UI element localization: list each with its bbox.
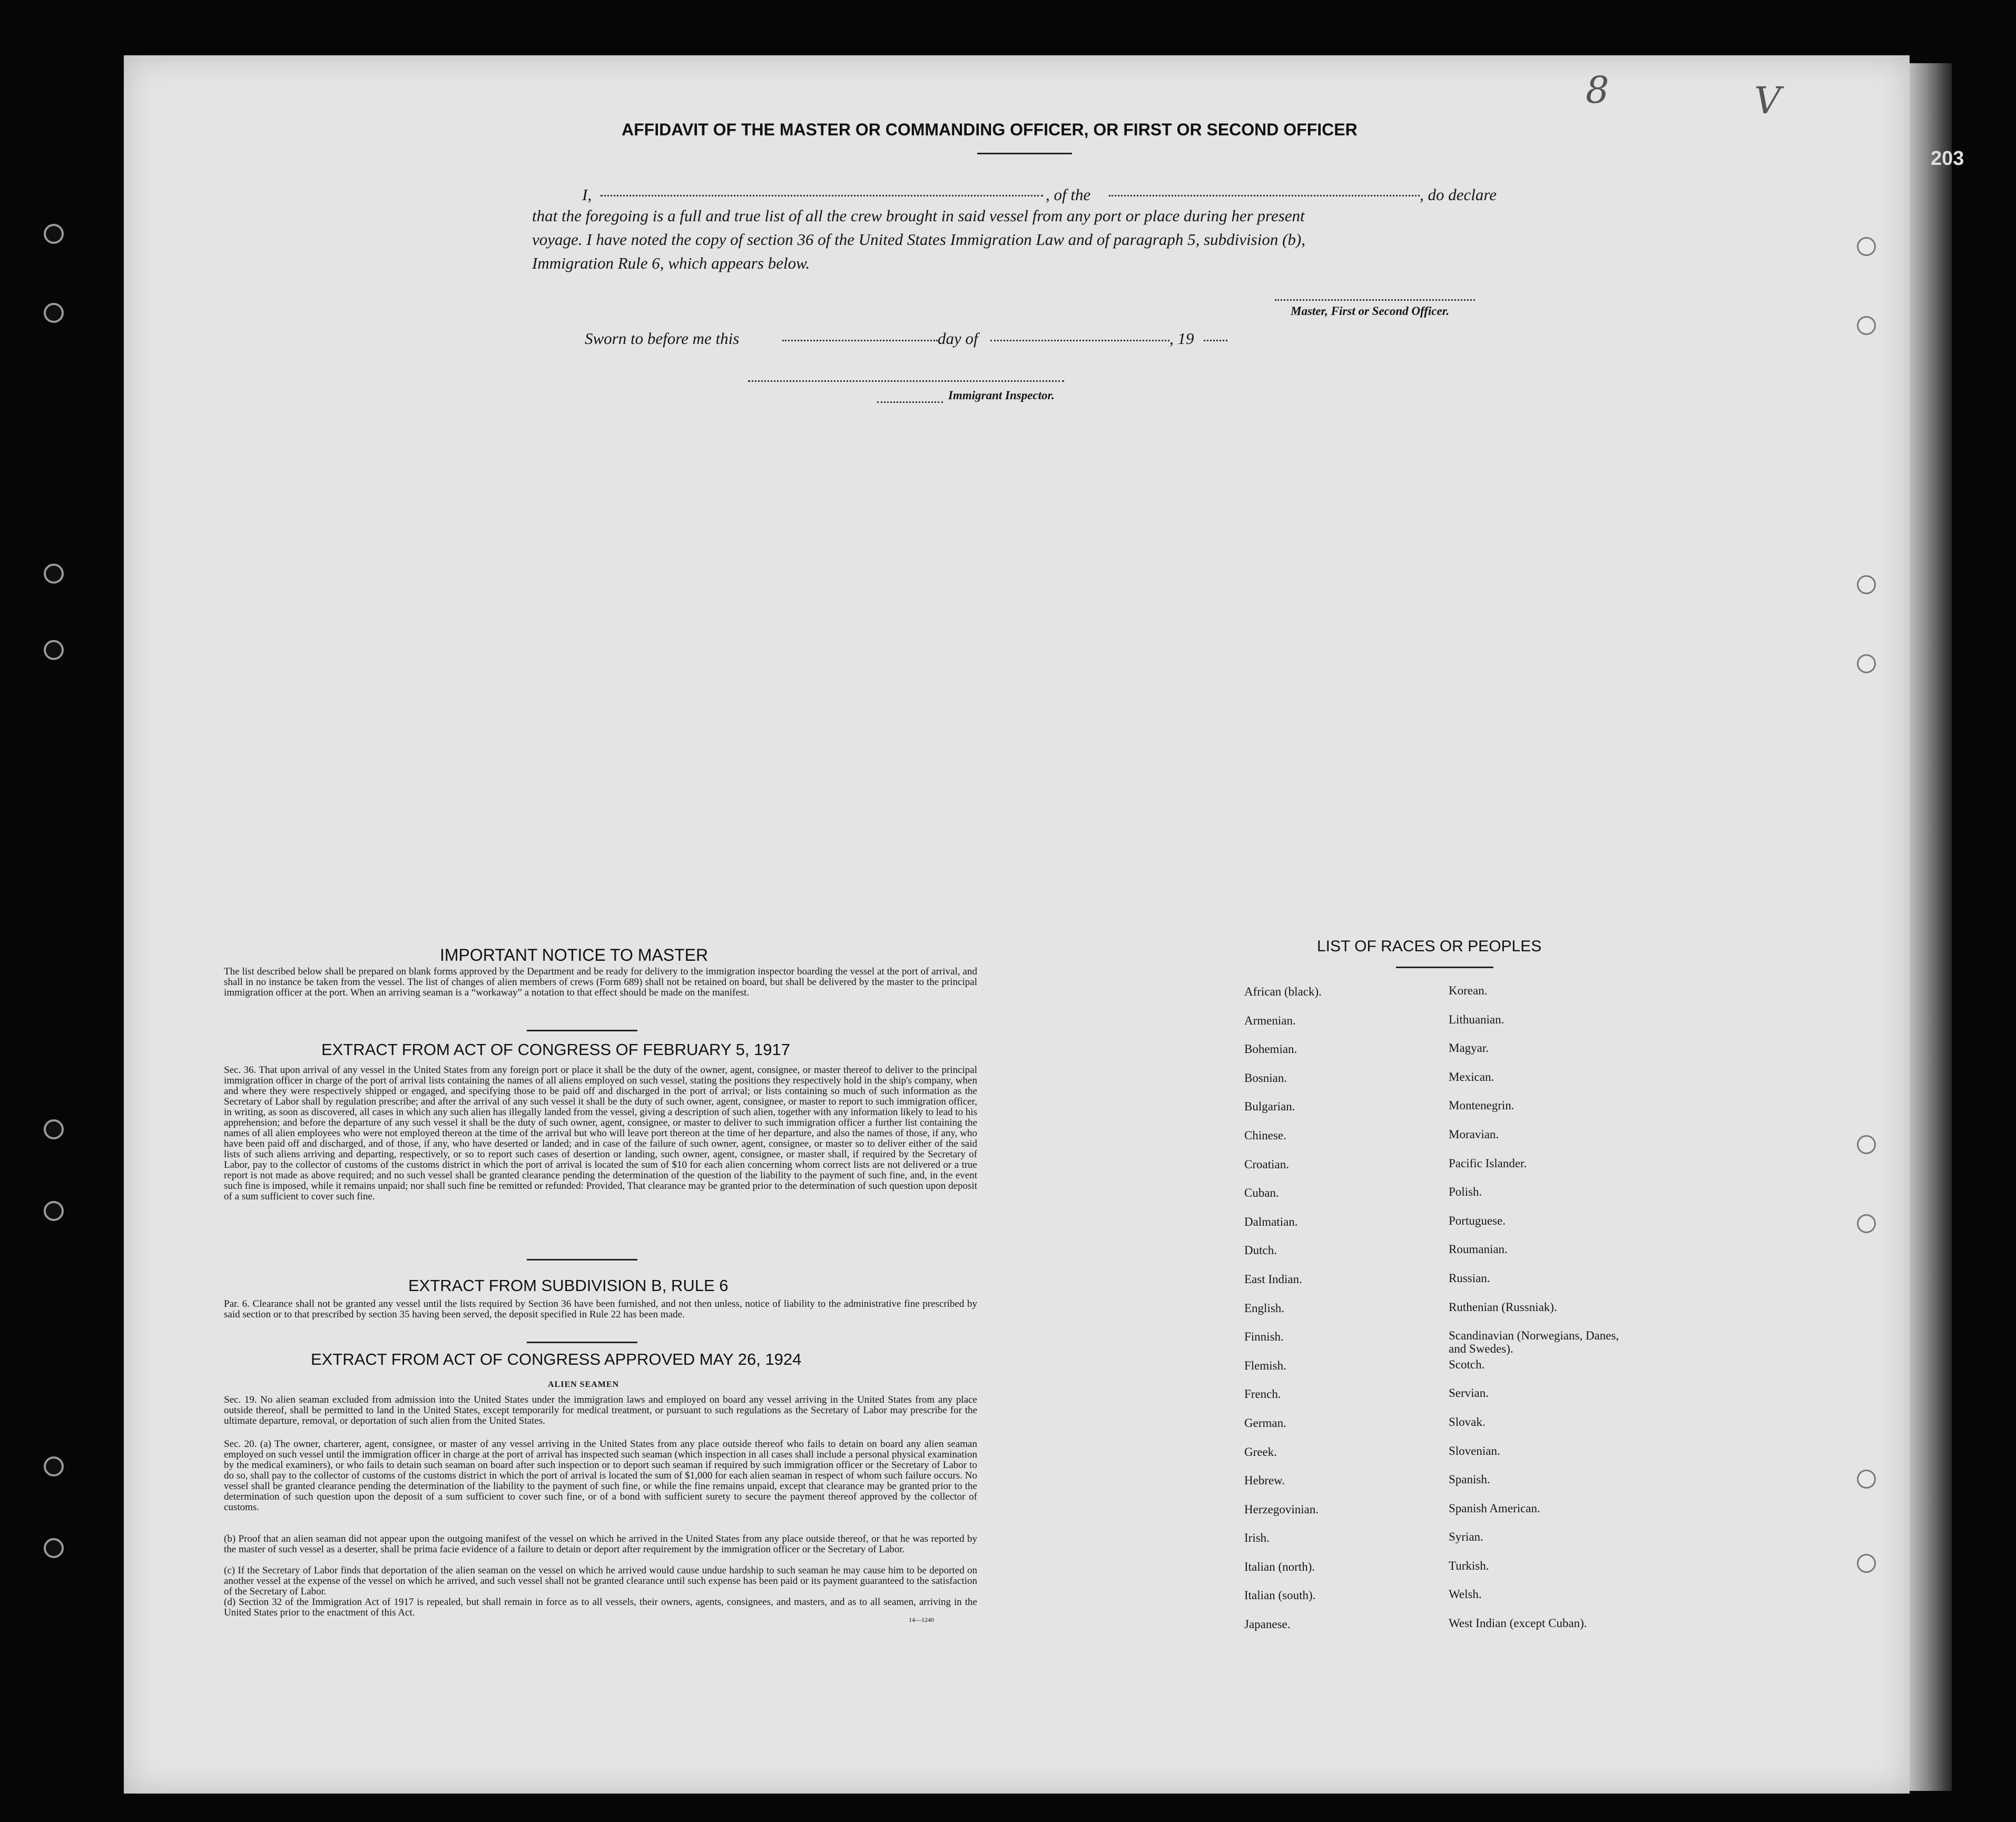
races-title: LIST OF RACES OR PEOPLES (1317, 938, 1542, 955)
divider (527, 1342, 637, 1343)
race-item-left: Dalmatian. (1244, 1215, 1298, 1228)
affidavit-title: AFFIDAVIT OF THE MASTER OR COMMANDING OFFICER, OR FIRST OR SECOND OFFICER (622, 120, 1358, 139)
race-item-right: Roumanian. (1449, 1243, 1508, 1256)
race-item-left: Cuban. (1244, 1186, 1279, 1200)
pencil-mark-8: 8 (1586, 68, 1609, 112)
affidavit-of-the-label: , of the (1046, 185, 1091, 204)
year-label: , 19 (1169, 329, 1194, 348)
divider (1396, 967, 1493, 968)
race-item-left: Bohemian. (1244, 1042, 1297, 1056)
race-item-left: African (black). (1244, 985, 1322, 998)
race-item-left: Bulgarian. (1244, 1100, 1295, 1114)
sworn-label: Sworn to before me this (585, 329, 740, 348)
punch-hole-icon (1857, 1214, 1876, 1233)
race-item-left: Armenian. (1244, 1013, 1296, 1027)
inspector-caption: Immigrant Inspector. (948, 389, 1055, 402)
pencil-mark-v: V (1754, 79, 1781, 122)
inspector-leader (877, 401, 943, 403)
race-item-right: Polish. (1449, 1185, 1482, 1199)
punch-hole-icon (1857, 1470, 1876, 1489)
punch-hole-icon (44, 1119, 64, 1139)
year-blank[interactable] (1204, 340, 1227, 341)
race-item-left: Irish. (1244, 1531, 1270, 1545)
races-left-column (1244, 985, 1444, 1647)
extract-rule6-text: Par. 6. Clearance shall not be granted any vessel until the lists required by Section 36 have been furnished, and not then unless, notice of liability to the administrative fine prescribed by said section or to that prescribed by section 35 having been served, the deposit specified in Rule 22 has been made. (224, 1298, 977, 1320)
race-item-left: Finnish. (1244, 1330, 1284, 1344)
race-item-right: Welsh. (1449, 1588, 1482, 1601)
affidavit-do-declare: , do declare (1420, 185, 1497, 204)
extract-1924-sec19: Sec. 19. No alien seaman excluded from admission into the United States under the immigration laws and employed on board any vessel arriving in the United States from any place outside thereof, shall be permitted to land in the United States, except temporarily for medical treatment, or pursuant to such regulations as the Secretary of Labor may prescribe for the ultimate departure, removal, or deportation of such alien from the United States. (224, 1394, 977, 1426)
race-item-right: Slovak. (1449, 1415, 1486, 1429)
page-number: 203 (1931, 147, 1964, 170)
race-item-right: Lithuanian. (1449, 1012, 1504, 1026)
race-item-right: Servian. (1449, 1386, 1489, 1400)
race-item-right: Scotch. (1449, 1357, 1485, 1371)
race-item-right: Mexican. (1449, 1070, 1494, 1084)
form-number: 14—1240 (909, 1616, 934, 1623)
extract-1924-title: EXTRACT FROM ACT OF CONGRESS APPROVED MAY 26, 1924 (311, 1350, 802, 1368)
affidavit-line-3: voyage. I have noted the copy of section 36 of the United States Immigration Law and of paragraph 5, subdivision (b), (532, 230, 1305, 249)
extract-1924-sec20d: (d) Section 32 of the Immigration Act of 1917 is repealed, but shall remain in force as to all vessels, their owners, agents, consignees, and masters, and as to all seamen, arriving in the United States prior to the enactment of this Act. (224, 1597, 977, 1618)
race-item-left: English. (1244, 1301, 1285, 1315)
race-item-right: Turkish. (1449, 1559, 1489, 1572)
divider (527, 1030, 637, 1031)
punch-hole-icon (1857, 237, 1876, 256)
divider (527, 1259, 637, 1260)
name-blank[interactable] (601, 195, 1043, 196)
vessel-blank[interactable] (1109, 195, 1420, 196)
race-item-left: French. (1244, 1387, 1281, 1401)
extract-rule6-title: EXTRACT FROM SUBDIVISION B, RULE 6 (408, 1276, 729, 1295)
race-item-left: Italian (south). (1244, 1589, 1316, 1602)
punch-hole-icon (44, 303, 64, 323)
notice-text: The list described below shall be prepared on blank forms approved by the Department and be ready for delivery to the immigration inspector boarding the vessel at the port of arrival, and shall in no instance be taken from the vessel. The list of changes of alien members of crews (Form 689) shall not be retained on board, but shall be delivered by the master to the principal immigration officer at the port. When an arriving seaman is a “workaway” a notation to that effect should be made on the manifest. (224, 966, 977, 998)
alien-seamen-subtitle: ALIEN SEAMEN (548, 1380, 619, 1389)
punch-hole-icon (44, 1456, 64, 1476)
race-item-right: Syrian. (1449, 1530, 1483, 1544)
race-item-left: Hebrew. (1244, 1474, 1285, 1488)
affidavit-i-label: I, (582, 185, 592, 204)
extract-1917-text: Sec. 36. That upon arrival of any vessel in the United States from any foreign port or place it shall be the duty of the owner, agent, consignee, or master thereof to deliver to the principal immigration officer in charge of the port of arrival lists containing the names of all aliens employed on such vessel, stating the positions they respectively hold in the ship's company, when and where they were respectively shipped or engaged, and specifying those to be paid off and discharged in the port of arrival; or lists containing so much of such information as the Secretary of Labor shall by regulation prescribe; and after the arrival of any such vessel it shall be the duty of such owner, agent, consignee, or master to report to such immigration officer, in writing, as soon as discovered, all cases in which any such alien has illegally landed from the vessel, giving a description of such alien, together with any information likely to lead to his apprehension; and before the departure of any such vessel it shall be the duty of such owner, agent, consignee, or master to deliver to such immigration officer a further list containing the names of all alien employees who were not employed thereon at the time of the arrival but who will leave port thereon at the time of her departure, and also the names of those, if any, who have been paid off and discharged, and of those, if any, who have deserted or landed; and in case of the failure of such owner, agent, consignee, or master so to deliver either of the said lists of such aliens arriving and departing, respectively, or so to report such cases of desertion or landing, such owner, agent, consignee, or master shall, if required by the Secretary of Labor, pay to the collector of customs of the customs district in which the port of arrival is located the sum of $10 for each alien concerning whom correct lists are not delivered or a true report is not made as above required; and no such vessel shall be granted clearance pending the determination of the question of the liability to the payment of such fine, and, in the event such fine is imposed, while it remains unpaid; nor shall such fine be remitted or refunded: Provided, That clearance may be granted prior to the determination of such question upon deposit of a sum sufficient to cover such fine. (224, 1065, 977, 1202)
race-item-right: Scandinavian (Norwegians, Danes, and Swedes). (1449, 1329, 1619, 1356)
punch-hole-icon (1857, 654, 1876, 673)
signature-caption: Master, First or Second Officer. (1291, 304, 1450, 318)
race-item-right: Magyar. (1449, 1041, 1489, 1055)
sheet-edge (1910, 63, 1952, 1791)
master-signature-blank[interactable] (1275, 299, 1475, 301)
punch-hole-icon (1857, 575, 1876, 594)
day-of-label: day of (938, 329, 978, 348)
punch-hole-icon (44, 1201, 64, 1221)
race-item-right: Spanish. (1449, 1473, 1490, 1486)
extract-1924-sec20b: (b) Proof that an alien seaman did not appear upon the outgoing manifest of the vessel on which he arrived in the United States from any place outside thereof, or that he was reported by the master of such vessel as a deserter, shall be prima facie evidence of a failure to detain or deport after requirement by the immigration officer or the Secretary of Labor. (224, 1533, 977, 1555)
race-item-left: Herzegovinian. (1244, 1502, 1319, 1516)
race-item-right: West Indian (except Cuban). (1449, 1617, 1587, 1630)
race-item-right: Pacific Islander. (1449, 1156, 1527, 1170)
punch-hole-icon (44, 1538, 64, 1558)
punch-hole-icon (1857, 1135, 1876, 1154)
punch-hole-icon (1857, 1554, 1876, 1573)
race-item-left: East Indian. (1244, 1272, 1302, 1286)
affidavit-line-4: Immigration Rule 6, which appears below. (532, 254, 810, 272)
race-item-right: Moravian. (1449, 1127, 1499, 1141)
race-item-right: Korean. (1449, 984, 1488, 997)
extract-1924-sec20a: Sec. 20. (a) The owner, charterer, agent, consignee, or master of any vessel arriving in the United States from any place outside thereof who fails to detain on board any alien seaman employed on such vessel until the immigration officer in charge at the port of arrival has inspected such seaman (which inspection in all cases shall include a personal physical examination by the medical examiners), or who fails to detain such seaman on board after such inspection or to deport such seaman if required by such immigration officer or the Secretary of Labor to do so, shall pay to the collector of customs of the customs district in which the port of arrival is located the sum of $1,000 for each alien seaman in respect of whom such failure occurs. No vessel shall be granted clearance pending the determination of the liability to the payment of such fine, or while the fine remains unpaid, except that clearance may be granted prior to the determination of such question upon the deposit of a sum sufficient to cover such fine, or of a bond with sufficient surety to secure the payment thereof approved by the collector of customs. (224, 1439, 977, 1513)
race-item-left: Bosnian. (1244, 1071, 1287, 1085)
race-item-left: Chinese. (1244, 1128, 1286, 1142)
race-item-right: Montenegrin. (1449, 1099, 1515, 1112)
race-item-right: Portuguese. (1449, 1214, 1506, 1227)
extract-1917-title: EXTRACT FROM ACT OF CONGRESS OF FEBRUARY 5, 1917 (321, 1040, 791, 1059)
day-blank[interactable] (782, 340, 938, 341)
race-item-left: Greek. (1244, 1445, 1277, 1459)
race-item-right: Russian. (1449, 1271, 1490, 1285)
month-blank[interactable] (990, 340, 1169, 341)
extract-1924-sec20c: (c) If the Secretary of Labor finds that deportation of the alien seaman on the vessel on which he arrived would cause undue hardship to such seaman he may cause him to be deported on another vessel at the expense of the vessel on which he arrived, and such vessel shall not be granted clearance until such expense has been paid or its payment guaranteed to the satisfaction of the Secretary of Labor. (224, 1565, 977, 1597)
race-item-right: Spanish American. (1449, 1501, 1540, 1515)
punch-hole-icon (44, 224, 64, 244)
race-item-left: Dutch. (1244, 1244, 1277, 1257)
race-item-left: Flemish. (1244, 1358, 1286, 1372)
race-item-right: Slovenian. (1449, 1444, 1500, 1457)
punch-hole-icon (44, 640, 64, 660)
race-item-left: German. (1244, 1416, 1286, 1430)
inspector-signature-blank[interactable] (748, 380, 1064, 382)
race-item-left: Japanese. (1244, 1618, 1291, 1631)
race-item-right: Ruthenian (Russniak). (1449, 1300, 1557, 1314)
race-item-left: Italian (north). (1244, 1560, 1315, 1573)
punch-hole-icon (44, 564, 64, 584)
notice-title: IMPORTANT NOTICE TO MASTER (440, 946, 709, 964)
affidavit-line-2: that the foregoing is a full and true list of all the crew brought in said vessel from any port or place during her present (532, 206, 1305, 225)
race-item-left: Croatian. (1244, 1157, 1289, 1171)
divider (977, 153, 1072, 154)
races-right-column (1449, 984, 1696, 1646)
punch-hole-icon (1857, 316, 1876, 335)
